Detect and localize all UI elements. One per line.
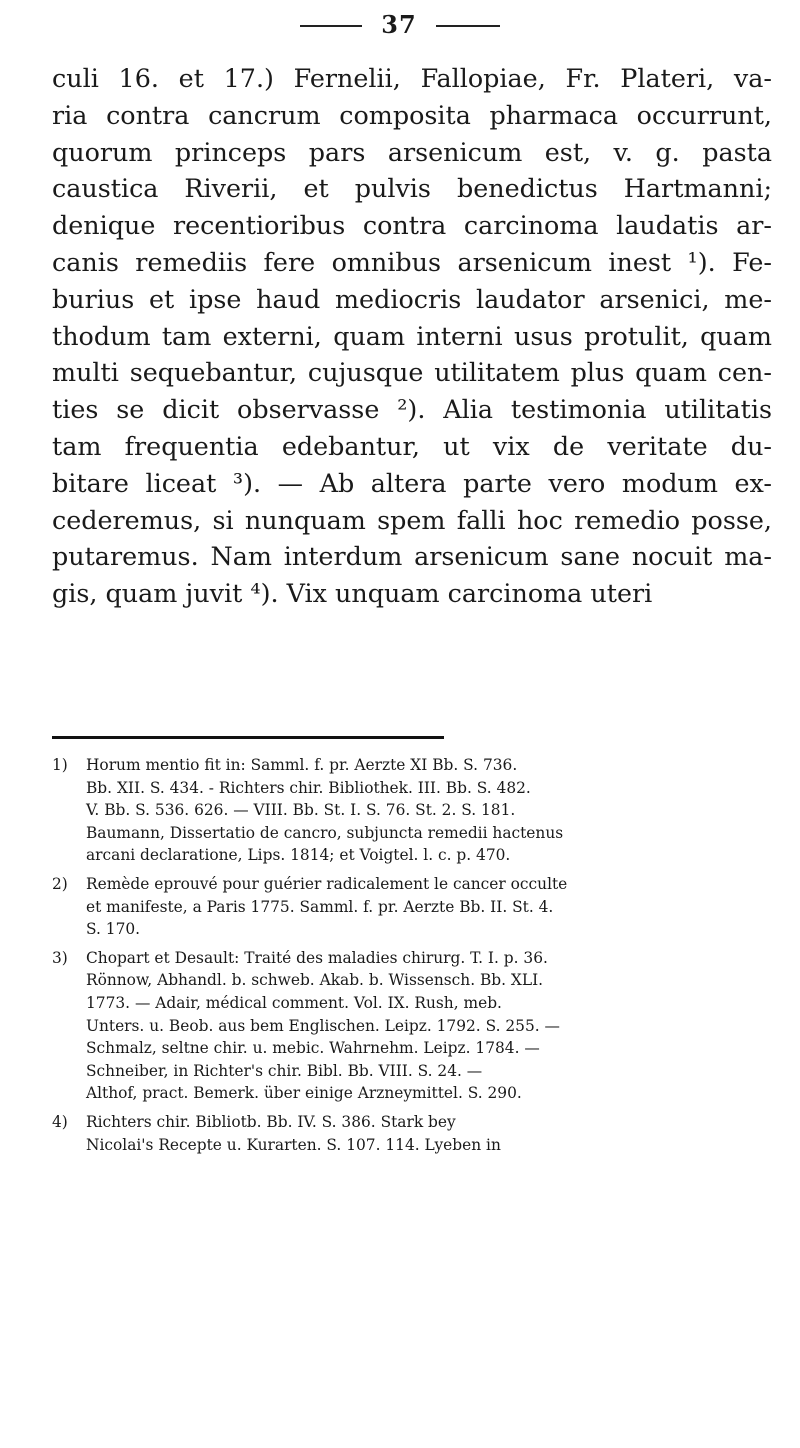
footnote-line: S. 170. (86, 920, 141, 939)
footnote-line: Schneiber, in Richter's chir. Bibl. Bb. VIII. S. 24. — (86, 1061, 483, 1080)
footnote-line: Althof, pract. Bemerk. über einige Arzneymittel. S. 290. (86, 1084, 522, 1103)
text-line: ria contra cancrum composita pharmaca occurrunt, (52, 99, 772, 130)
text-line: gis, quam juvit ⁴). Vix unquam carcinoma uteri (52, 578, 653, 609)
footnote-line: Remède eprouvé pour guérier radicalement le cancer occulte (86, 874, 568, 893)
footnote-number: 3) (52, 948, 68, 967)
footnote-2 (52, 873, 772, 941)
text-line: culi 16. et 17.) Fernelii, Fallopiae, Fr. Plateri, va- (52, 63, 772, 93)
footnote-line: Chopart et Desault: Traité des maladies chirurg. T. I. p. 36. (86, 948, 548, 967)
text-line: canis remediis fere omnibus arsenicum inest ¹). Fe- (52, 246, 772, 277)
footnote-line: Baumann, Dissertatio de cancro, subjuncta remedii hactenus (86, 823, 564, 842)
main-text (52, 60, 772, 612)
footnote-line: 1773. — Adair, médical comment. Vol. IX. Rush, meb. (86, 993, 502, 1012)
header-rule-left (300, 25, 362, 27)
footnotes (52, 754, 772, 1162)
page-header (0, 8, 800, 38)
footnote-number: 2) (52, 874, 68, 893)
text-line: cederemus, si nunquam spem falli hoc remedio posse, (52, 504, 772, 535)
footnote-line: Schmalz, seltne chir. u. mebic. Wahrnehm. Leipz. 1784. — (86, 1039, 540, 1058)
text-line: burius et ipse haud mediocris laudator arsenici, me- (52, 283, 772, 314)
footnote-line: Nicolai's Recepte u. Kurarten. S. 107. 114. Lyeben in (86, 1135, 501, 1154)
footnote-line: Horum mentio fit in: Samml. f. pr. Aerzte XI Bb. S. 736. (86, 756, 518, 774)
text-line: bitare liceat ³). — Ab altera parte vero modum ex- (52, 467, 772, 498)
text-line: denique recentioribus contra carcinoma laudatis ar- (52, 210, 772, 241)
footnote-3 (52, 947, 772, 1105)
header-rule-right (436, 25, 500, 27)
footnote-line: Bb. XII. S. 434. - Richters chir. Bibliothek. III. Bb. S. 482. (86, 778, 531, 797)
footnote-4 (52, 1111, 772, 1156)
text-line: ties se dicit observasse ²). Alia testimonia utilitatis (52, 394, 772, 425)
text-line: thodum tam externi, quam interni usus protulit, quam (52, 320, 772, 351)
text-line: putaremus. Nam interdum arsenicum sane nocuit ma- (52, 541, 772, 572)
page-number: 37 (381, 10, 417, 39)
text-line: quorum princeps pars arsenicum est, v. g. pasta (52, 136, 772, 167)
footnote-1 (52, 754, 772, 867)
text-line: multi sequebantur, cujusque utilitatem plus quam cen- (52, 357, 772, 388)
footnote-number: 1) (52, 756, 68, 774)
footnote-line: arcani declaratione, Lips. 1814; et Voigtel. l. c. p. 470. (86, 846, 511, 865)
footnote-line: Unters. u. Beob. aus bem Englischen. Leipz. 1792. S. 255. — (86, 1016, 560, 1035)
footnote-line: Richters chir. Bibliotb. Bb. IV. S. 386. Stark bey (86, 1112, 456, 1131)
footnote-line: V. Bb. S. 536. 626. — VIII. Bb. St. I. S. 76. St. 2. S. 181. (86, 801, 516, 820)
footnote-separator (52, 736, 444, 739)
text-line: tam frequentia edebantur, ut vix de veritate du- (52, 430, 772, 461)
footnote-line: et manifeste, a Paris 1775. Samml. f. pr. Aerzte Bb. II. St. 4. (86, 897, 554, 916)
text-line: caustica Riverii, et pulvis benedictus Hartmanni; (52, 173, 772, 204)
footnote-line: Rönnow, Abhandl. b. schweb. Akab. b. Wissensch. Bb. XLI. (86, 971, 544, 990)
footnote-number: 4) (52, 1112, 68, 1131)
